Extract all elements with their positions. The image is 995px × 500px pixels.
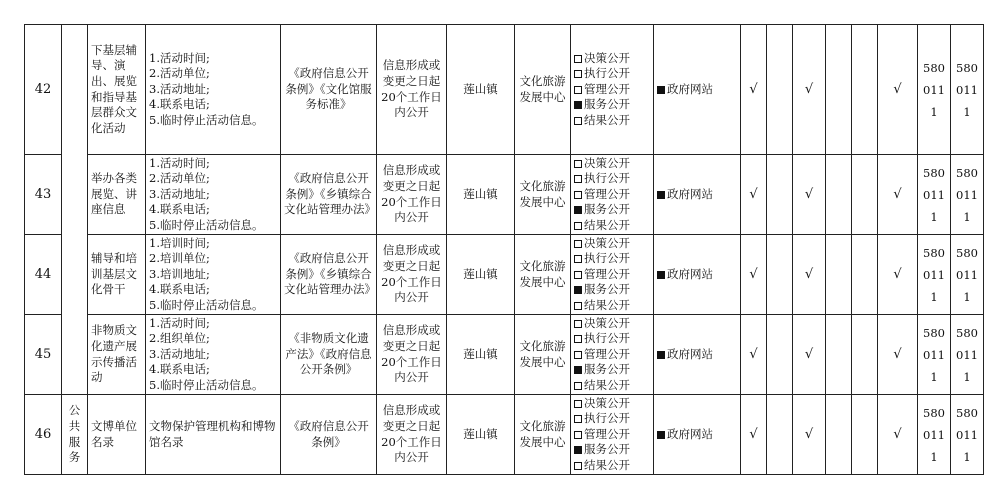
town: 莲山镇 bbox=[447, 155, 515, 235]
town: 莲山镇 bbox=[447, 395, 515, 475]
check-mark: √ bbox=[741, 395, 767, 475]
checked-box-icon bbox=[657, 351, 665, 359]
disclosure-type bbox=[571, 155, 654, 235]
table-row bbox=[25, 235, 984, 315]
option-service[interactable]: 服务公开 bbox=[574, 202, 650, 218]
department: 文化旅游发展中心 bbox=[515, 315, 571, 395]
checked-box-icon bbox=[657, 271, 665, 279]
basis: 《非物质文化遗产法》《政府信息公开条例》 bbox=[281, 315, 377, 395]
checkbox-icon bbox=[574, 320, 582, 328]
table-row bbox=[25, 395, 984, 475]
option-service[interactable]: 服务公开 bbox=[574, 442, 650, 458]
basis: 《政府信息公开条例》《乡镇综合文化站管理办法》 bbox=[281, 155, 377, 235]
code-column-2: 580 011 1 bbox=[951, 315, 984, 395]
code-column-1: 580 011 1 bbox=[918, 235, 951, 315]
empty-cell bbox=[767, 315, 793, 395]
channel: 政府网站 bbox=[654, 155, 741, 235]
option-decision[interactable]: 决策公开 bbox=[574, 156, 650, 172]
empty-cell bbox=[767, 235, 793, 315]
option-result[interactable]: 结果公开 bbox=[574, 298, 650, 314]
option-management[interactable]: 管理公开 bbox=[574, 187, 650, 203]
option-result[interactable]: 结果公开 bbox=[574, 458, 650, 474]
checkbox-icon bbox=[574, 240, 582, 248]
channel: 政府网站 bbox=[654, 25, 741, 155]
checked-box-icon bbox=[574, 206, 582, 214]
option-service[interactable]: 服务公开 bbox=[574, 362, 650, 378]
disclosure-type bbox=[571, 25, 654, 155]
disclosure-type bbox=[571, 235, 654, 315]
checked-box-icon bbox=[657, 86, 665, 94]
item-name: 举办各类展览、讲座信息 bbox=[88, 155, 146, 235]
empty-cell bbox=[852, 155, 878, 235]
basis: 《政府信息公开条例》《乡镇综合文化站管理办法》 bbox=[281, 235, 377, 315]
checkbox-icon bbox=[574, 55, 582, 63]
option-decision[interactable]: 决策公开 bbox=[574, 316, 650, 332]
check-mark: √ bbox=[793, 235, 826, 315]
check-mark: √ bbox=[741, 25, 767, 155]
check-mark: √ bbox=[878, 315, 918, 395]
option-execution[interactable]: 执行公开 bbox=[574, 251, 650, 267]
option-result[interactable]: 结果公开 bbox=[574, 218, 650, 234]
empty-cell bbox=[826, 235, 852, 315]
checked-box-icon bbox=[657, 431, 665, 439]
department: 文化旅游发展中心 bbox=[515, 235, 571, 315]
time-limit: 信息形成或变更之日起20个工作日内公开 bbox=[377, 25, 447, 155]
empty-cell bbox=[852, 235, 878, 315]
check-mark: √ bbox=[793, 315, 826, 395]
content-list: 1.活动时间; 2.活动单位; 3.活动地址; 4.联系电话; 5.临时停止活动信息。 bbox=[146, 25, 281, 155]
option-result[interactable]: 结果公开 bbox=[574, 113, 650, 129]
checkbox-icon bbox=[574, 462, 582, 470]
option-management[interactable]: 管理公开 bbox=[574, 267, 650, 283]
code-column-2: 580 011 1 bbox=[951, 235, 984, 315]
option-management[interactable]: 管理公开 bbox=[574, 82, 650, 98]
category-cell-empty bbox=[62, 25, 88, 395]
table-row bbox=[25, 155, 984, 235]
check-mark: √ bbox=[793, 25, 826, 155]
department: 文化旅游发展中心 bbox=[515, 25, 571, 155]
town: 莲山镇 bbox=[447, 315, 515, 395]
option-management[interactable]: 管理公开 bbox=[574, 427, 650, 443]
code-column-1: 580 011 1 bbox=[918, 395, 951, 475]
content-text: 文物保护管理机构和博物馆名录 bbox=[146, 395, 281, 475]
checkbox-icon bbox=[574, 400, 582, 408]
empty-cell bbox=[826, 155, 852, 235]
code-column-2: 580 011 1 bbox=[951, 395, 984, 475]
check-mark: √ bbox=[741, 155, 767, 235]
disclosure-table bbox=[24, 24, 984, 475]
checkbox-icon bbox=[574, 70, 582, 78]
check-mark: √ bbox=[741, 315, 767, 395]
option-service[interactable]: 服务公开 bbox=[574, 97, 650, 113]
code-column-2: 580 011 1 bbox=[951, 25, 984, 155]
empty-cell bbox=[826, 315, 852, 395]
checked-box-icon bbox=[574, 446, 582, 454]
table-row bbox=[25, 315, 984, 395]
option-execution[interactable]: 执行公开 bbox=[574, 331, 650, 347]
option-result[interactable]: 结果公开 bbox=[574, 378, 650, 394]
table-row bbox=[25, 25, 984, 155]
town: 莲山镇 bbox=[447, 25, 515, 155]
empty-cell bbox=[852, 315, 878, 395]
channel: 政府网站 bbox=[654, 395, 741, 475]
checkbox-icon bbox=[574, 271, 582, 279]
row-number: 45 bbox=[25, 315, 62, 395]
option-execution[interactable]: 执行公开 bbox=[574, 66, 650, 82]
option-execution[interactable]: 执行公开 bbox=[574, 171, 650, 187]
item-name: 辅导和培训基层文化骨干 bbox=[88, 235, 146, 315]
option-management[interactable]: 管理公开 bbox=[574, 347, 650, 363]
empty-cell bbox=[767, 25, 793, 155]
code-column-1: 580 011 1 bbox=[918, 315, 951, 395]
basis: 《政府信息公开条例》 bbox=[281, 395, 377, 475]
item-name: 文博单位名录 bbox=[88, 395, 146, 475]
checkbox-icon bbox=[574, 431, 582, 439]
checkbox-icon bbox=[574, 415, 582, 423]
department: 文化旅游发展中心 bbox=[515, 155, 571, 235]
checkbox-icon bbox=[574, 117, 582, 125]
checkbox-icon bbox=[574, 351, 582, 359]
option-decision[interactable]: 决策公开 bbox=[574, 236, 650, 252]
code-column-1: 580 011 1 bbox=[918, 25, 951, 155]
category-label: 公 共 服 务 bbox=[62, 395, 88, 475]
time-limit: 信息形成或变更之日起20个工作日内公开 bbox=[377, 395, 447, 475]
row-number: 42 bbox=[25, 25, 62, 155]
check-mark: √ bbox=[878, 155, 918, 235]
time-limit: 信息形成或变更之日起20个工作日内公开 bbox=[377, 155, 447, 235]
channel: 政府网站 bbox=[654, 235, 741, 315]
option-decision[interactable]: 决策公开 bbox=[574, 396, 650, 412]
check-mark: √ bbox=[878, 235, 918, 315]
row-number: 44 bbox=[25, 235, 62, 315]
empty-cell bbox=[852, 395, 878, 475]
row-number: 43 bbox=[25, 155, 62, 235]
checkbox-icon bbox=[574, 302, 582, 310]
checked-box-icon bbox=[574, 101, 582, 109]
disclosure-type bbox=[571, 315, 654, 395]
content-list: 1.活动时间; 2.活动单位; 3.活动地址; 4.联系电话; 5.临时停止活动信息。 bbox=[146, 155, 281, 235]
option-decision[interactable]: 决策公开 bbox=[574, 51, 650, 67]
row-number: 46 bbox=[25, 395, 62, 475]
checkbox-icon bbox=[574, 160, 582, 168]
empty-cell bbox=[826, 395, 852, 475]
empty-cell bbox=[767, 155, 793, 235]
item-name: 非物质文化遗产展示传播活动 bbox=[88, 315, 146, 395]
empty-cell bbox=[852, 25, 878, 155]
empty-cell bbox=[767, 395, 793, 475]
checkbox-icon bbox=[574, 222, 582, 230]
check-mark: √ bbox=[741, 235, 767, 315]
checked-box-icon bbox=[574, 286, 582, 294]
code-column-1: 580 011 1 bbox=[918, 155, 951, 235]
checkbox-icon bbox=[574, 175, 582, 183]
content-list: 1.活动时间; 2.组织单位; 3.活动地址; 4.联系电话; 5.临时停止活动信息。 bbox=[146, 315, 281, 395]
option-service[interactable]: 服务公开 bbox=[574, 282, 650, 298]
channel: 政府网站 bbox=[654, 315, 741, 395]
code-column-2: 580 011 1 bbox=[951, 155, 984, 235]
town: 莲山镇 bbox=[447, 235, 515, 315]
check-mark: √ bbox=[878, 25, 918, 155]
checkbox-icon bbox=[574, 255, 582, 263]
item-name: 下基层辅导、演出、展览和指导基层群众文化活动 bbox=[88, 25, 146, 155]
checked-box-icon bbox=[574, 366, 582, 374]
option-execution[interactable]: 执行公开 bbox=[574, 411, 650, 427]
disclosure-type bbox=[571, 395, 654, 475]
checked-box-icon bbox=[657, 191, 665, 199]
checkbox-icon bbox=[574, 86, 582, 94]
check-mark: √ bbox=[878, 395, 918, 475]
check-mark: √ bbox=[793, 395, 826, 475]
empty-cell bbox=[826, 25, 852, 155]
department: 文化旅游发展中心 bbox=[515, 395, 571, 475]
checkbox-icon bbox=[574, 191, 582, 199]
checkbox-icon bbox=[574, 335, 582, 343]
time-limit: 信息形成或变更之日起20个工作日内公开 bbox=[377, 235, 447, 315]
checkbox-icon bbox=[574, 382, 582, 390]
basis: 《政府信息公开条例》《文化馆服务标准》 bbox=[281, 25, 377, 155]
time-limit: 信息形成或变更之日起20个工作日内公开 bbox=[377, 315, 447, 395]
check-mark: √ bbox=[793, 155, 826, 235]
content-list: 1.培训时间; 2.培训单位; 3.培训地址; 4.联系电话; 5.临时停止活动信息。 bbox=[146, 235, 281, 315]
